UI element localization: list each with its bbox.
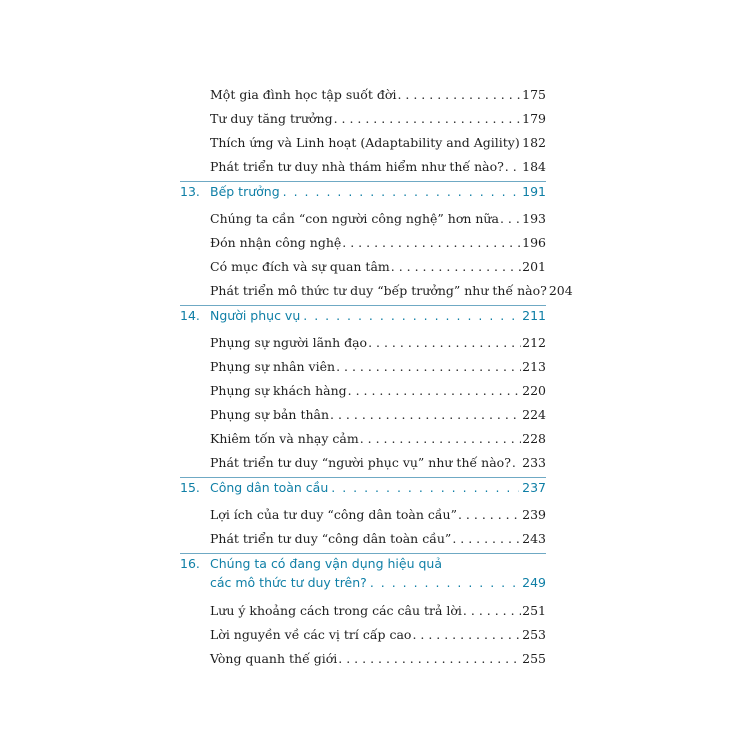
dot-leader [458,507,521,522]
dot-leader [412,627,521,642]
dot-leader [397,87,521,102]
entry-title: Phụng sự khách hàng [210,383,347,398]
entry-page-number: 212 [522,335,546,350]
entry-page-number: 220 [522,383,546,398]
chapter-number: 16. [180,556,200,571]
toc-entry[interactable] [210,87,546,102]
dot-leader [283,184,519,199]
entry-page-number: 196 [522,235,546,250]
chapter-page-number: 211 [522,308,546,323]
chapter-title: Chúng ta có đang vận dụng hiệu quả [210,556,442,571]
toc-entry[interactable] [210,359,546,374]
chapter-number: 15. [180,480,200,495]
dot-leader [463,603,521,618]
dot-leader [303,308,519,323]
dot-leader [500,211,521,226]
dot-leader [360,431,521,446]
entry-page-number: 193 [522,211,546,226]
entry-title: Phát triển tư duy “người phục vụ” như thế nào? [210,455,511,470]
chapter-number: 13. [180,184,200,199]
chapter-page-number: 237 [522,480,546,495]
toc-entry[interactable] [210,651,546,666]
toc-entry[interactable] [210,627,546,642]
entry-title: Một gia đình học tập suốt đời [210,87,397,102]
chapter-heading[interactable] [180,480,546,495]
toc-entry[interactable] [210,455,546,470]
chapter-title: Bếp trưởng [210,184,280,199]
chapter-title: các mô thức tư duy trên? [210,575,367,590]
section-divider [180,553,546,554]
entry-title: Chúng ta cần “con người công nghệ” hơn nữa [210,211,499,226]
entry-title: Khiêm tốn và nhạy cảm [210,431,359,446]
dot-leader [452,531,521,546]
chapter-title-line [180,184,546,199]
section-divider [180,477,546,478]
entry-title: Phụng sự bản thân [210,407,330,422]
chapter-heading[interactable] [180,308,546,323]
entry-page-number: 228 [522,431,546,446]
toc-entry[interactable] [210,259,546,274]
entry-page-number: 253 [522,627,546,642]
toc-entry[interactable] [210,159,546,174]
chapter-title-line [180,480,546,495]
toc-entry[interactable] [210,603,546,618]
entry-title: Phụng sự người lãnh đạo [210,335,368,350]
entry-page-number: 204 [548,283,573,298]
entry-title: Thích ứng và Linh hoạt (Adaptability and Agility) [210,135,520,150]
entry-title: Phát triển tư duy nhà thám hiểm như thế nào? [210,159,504,174]
entry-page-number: 179 [522,111,546,126]
entry-title: Đón nhận công nghệ [210,235,342,250]
entry-title: Vòng quanh thế giới [210,651,338,666]
entry-page-number: 243 [522,531,546,546]
entry-page-number: 213 [522,359,546,374]
dot-leader [505,159,521,174]
toc-entry[interactable] [210,211,546,226]
dot-leader [370,575,519,590]
entry-page-number: 233 [522,455,546,470]
entry-page-number: 201 [522,259,546,274]
chapter-number: 14. [180,308,200,323]
chapter-title-line [180,308,546,323]
entry-page-number: 224 [522,407,546,422]
entry-title: Lợi ích của tư duy “công dân toàn cầu” [210,507,457,522]
entry-title: Phát triển mô thức tư duy “bếp trưởng” như thế nào? [210,283,547,298]
chapter-title-line [180,556,546,571]
entry-title: Phát triển tư duy “công dân toàn cầu” [210,531,452,546]
chapter-heading[interactable] [180,556,546,590]
chapter-page-number: 249 [522,575,546,590]
toc-entry[interactable] [210,531,546,546]
toc-entry[interactable] [210,335,546,350]
dot-leader [338,651,521,666]
dot-leader [331,480,519,495]
entry-page-number: 251 [522,603,546,618]
entry-page-number: 184 [522,159,546,174]
section-divider [180,181,546,182]
section-divider [180,305,546,306]
toc-entry[interactable] [210,431,546,446]
entry-title: Lời nguyền về các vị trí cấp cao [210,627,412,642]
dot-leader [336,359,521,374]
dot-leader [391,259,521,274]
chapter-title-line [180,575,546,590]
entry-page-number: 182 [522,135,546,150]
toc-entry[interactable] [210,135,546,150]
entry-page-number: 239 [522,507,546,522]
dot-leader [342,235,521,250]
toc-entry[interactable] [210,283,573,298]
toc-entry[interactable] [210,383,546,398]
dot-leader [348,383,522,398]
dot-leader [512,455,521,470]
toc-entry[interactable] [210,111,546,126]
chapter-title: Người phục vụ [210,308,301,323]
chapter-heading[interactable] [180,184,546,199]
toc-entry[interactable] [210,507,546,522]
entry-title: Phụng sự nhân viên [210,359,336,374]
entry-title: Có mục đích và sự quan tâm [210,259,390,274]
entry-page-number: 175 [522,87,546,102]
toc-entry[interactable] [210,407,546,422]
chapter-title: Công dân toàn cầu [210,480,329,495]
chapter-page-number: 191 [522,184,546,199]
dot-leader [330,407,521,422]
dot-leader [334,111,522,126]
toc-entry[interactable] [210,235,546,250]
entry-title: Lưu ý khoảng cách trong các câu trả lời [210,603,462,618]
entry-page-number: 255 [522,651,546,666]
entry-title: Tư duy tăng trưởng [210,111,333,126]
dot-leader [368,335,521,350]
